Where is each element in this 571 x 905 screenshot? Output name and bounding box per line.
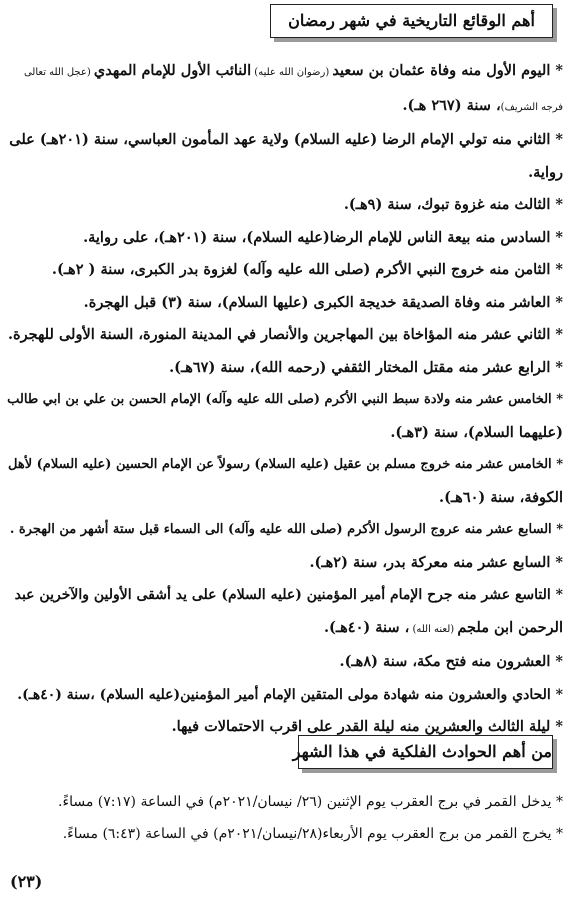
list-item: * الثاني عشر منه المؤاخاة بين المهاجرين والأنصار في المدينة المنورة، السنة الأولى للهجرة.: [7, 326, 563, 343]
list-item: * السابع عشر منه معركة بدر، سنة (٢هـ).: [309, 553, 563, 571]
list-item: فرجه الشريف)، سنة (٢٦٧ هـ).: [402, 96, 563, 114]
astronomical-events-list: [1, 786, 563, 850]
list-item: الرحمن ابن ملجم (لعنه الله) ، سنة (٤٠هـ).: [323, 618, 563, 636]
list-item: * الثاني منه تولي الإمام الرضا (عليه السلام) ولاية عهد المأمون العباسي، سنة (٢٠١هـ) على: [9, 131, 563, 148]
list-item: * ليلة الثالث والعشرين منه ليلة القدر على اقرب الاحتمالات فيها.: [171, 718, 563, 735]
list-item: الكوفة، سنة (٦٠هـ).: [439, 488, 563, 506]
list-item: * السابع عشر منه عروج الرسول الأكرم (صلى الله عليه وآله) الى السماء قبل ستة أشهر من الهجرة .: [9, 522, 563, 537]
list-item: * التاسع عشر منه جرح الإمام أمير المؤمنين (عليه السلام) على يد أشقى الأولين والآخرين عبد: [14, 587, 563, 603]
list-item: * العاشر منه وفاة الصديقة خديجة الكبرى (عليها السلام)، سنة (٣) قبل الهجرة.: [83, 293, 563, 311]
list-item: * اليوم الأول منه وفاة عثمان بن سعيد (رضوان الله عليه) النائب الأول للإمام المهدي (عجل الله تعالى: [23, 62, 563, 79]
list-item: رواية.: [528, 163, 563, 181]
list-item: * الثالث منه غزوة تبوك، سنة (٩هـ).: [343, 196, 563, 213]
page-number: (٢٣): [10, 872, 43, 891]
events-list: [1, 55, 563, 744]
list-item: * يخرج القمر من برج العقرب يوم الأربعاء(٢٨/نيسان/٢٠٢١م) في الساعة (٦:٤٣) مساءً.: [62, 826, 563, 842]
section-title-text: من أهم الحوادث الفلكية في هذا الشهر: [292, 742, 552, 761]
list-item: * الرابع عشر منه مقتل المختار الثقفي (رحمه الله)، سنة (٦٧هـ).: [169, 358, 563, 376]
list-item: * العشرون منه فتح مكة، سنة (٨هـ).: [339, 653, 563, 670]
list-item: * الثامن منه خروج النبي الأكرم (صلى الله عليه وآله) لغزوة بدر الكبرى، سنة ( ٢هـ).: [51, 261, 563, 278]
section-title-ramadan-events: [270, 4, 553, 38]
list-item: * الخامس عشر منه خروج مسلم بن عقيل (عليه السلام) رسولاً عن الإمام الحسين (عليه السلام) لأهل: [8, 457, 563, 472]
list-item: (عليهما السلام)، سنة (٣هـ).: [390, 423, 563, 441]
list-item: * الحادي والعشرون منه شهادة مولى المتقين الإمام أمير المؤمنين(عليه السلام) ،سنة (٤٠هـ).: [17, 686, 563, 703]
list-item: * السادس منه بيعة الناس للإمام الرضا(عليه السلام)، سنة (٢٠١هـ)، على رواية.: [83, 228, 563, 246]
section-title-astronomical: [292, 735, 553, 769]
section-title-text: أهم الوقائع التاريخية في شهر رمضان: [288, 11, 535, 30]
list-item: * الخامس عشر منه ولادة سبط النبي الأكرم (صلى الله عليه وآله) الإمام الحسن بن علي بن ابي طالب: [7, 392, 563, 407]
list-item: * يدخل القمر في برج العقرب يوم الإثنين (٢٦/ نيسان/٢٠٢١م) في الساعة (٧:١٧) مساءً.: [58, 794, 563, 810]
